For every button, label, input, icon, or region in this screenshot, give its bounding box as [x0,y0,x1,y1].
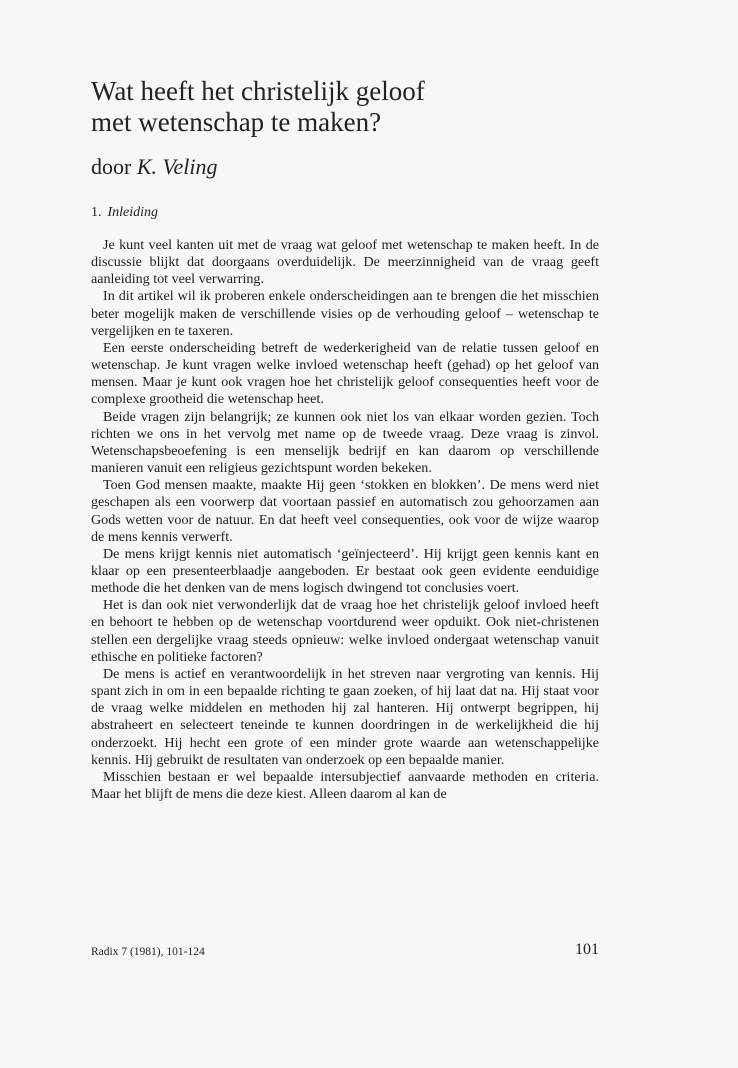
paragraph-1: Je kunt veel kanten uit met de vraag wat geloof met wetenschap te maken heeft. In de discussie blijkt dat doorgaans overduidelijk. De meerzinnigheid van de vraag geeft aanleiding tot veel verwarring. [91,237,599,288]
article-title-line-2: met wetenschap te maken? [91,107,382,137]
section-number: 1. [91,205,102,220]
paragraph-9: Misschien bestaan er wel bepaalde intersubjectief aanvaarde methoden en criteria. Maar het blijft de mens die deze kiest. Alleen daarom al kan de [91,768,599,802]
paragraph-3: Een eerste onderscheiding betreft de wederkerigheid van de relatie tussen geloof en wetenschap. Je kunt vragen welke invloed wetenschap heeft (gehad) op het geloof van mensen. Maar je kunt ook vragen hoe het christelijk geloof consequenties heeft voor de complexe grootheid die wetenschap heet. [91,339,599,408]
paragraph-8: De mens is actief en verantwoordelijk in het streven naar vergroting van kennis. Hij spant zich in om in een bepaalde richting te gaan zoeken, of hij laat dat na. Hij staat voor de vraag welke middelen en methoden hij zal hanteren. Hij ontwerpt begrippen, hij abstraheert en selecteert teneinde te kunnen doordringen in de werkelijkheid die hij onderzoekt. Hij hecht een grote of een minder grote waarde aan wetenschappelijke kennis. Hij gebruikt de resultaten van onderzoek op een bepaalde manier. [91,665,599,768]
paragraph-4: Beide vragen zijn belangrijk; ze kunnen ook niet los van elkaar worden gezien. Toch richten we ons in het vervolg met name op de tweede vraag. Deze vraag is zinvol. Wetenschapsbeoefening is een menselijk bedrijf en kan daarom op verschillende manieren vanuit een religieus gezichtspunt worden bekeken. [91,408,599,477]
author-byline [91,154,218,180]
article-title-line-1: Wat heeft het christelijk geloof [91,76,425,106]
page-footer [91,941,599,964]
page-number: 101 [575,941,599,958]
article-body [91,237,599,803]
article-title [91,76,611,138]
journal-citation: Radix 7 (1981), 101-124 [91,946,205,958]
author-prefix: door [91,154,132,179]
author-name: K. Veling [136,154,218,179]
paragraph-7: Het is dan ook niet verwonderlijk dat de vraag hoe het christelijk geloof invloed heeft en behoort te hebben op de wetenschap voortdurend weer opduikt. Ook niet-christenen stellen een dergelijke vraag steeds opnieuw: welke invloed ondergaat wetenschap vanuit ethische en politieke factoren? [91,597,599,665]
paragraph-5: Toen God mensen maakte, maakte Hij geen ‘stokken en blokken’. De mens werd niet geschapen als een voorwerp dat voortaan passief en automatisch zou gehoorzamen aan Gods wetten voor de natuur. En dat heeft veel consequenties, ook voor de wijze waarop de mens kennis verwerft. [91,477,599,545]
paragraph-6: De mens krijgt kennis niet automatisch ‘geïnjecteerd’. Hij krijgt geen kennis kant en klaar op een presenteerblaadje aangeboden. Er bestaat ook geen evidente eenduidige methode die het denken van de mens logisch dwingend tot conclusies voert. [91,545,599,597]
paragraph-2: In dit artikel wil ik proberen enkele onderscheidingen aan te brengen die het misschien beter mogelijk maken de verschillende visies op de verhouding geloof – wetenschap te vergelijken en te taxeren. [91,288,599,339]
section-title: Inleiding [107,205,159,220]
section-heading [91,204,158,222]
